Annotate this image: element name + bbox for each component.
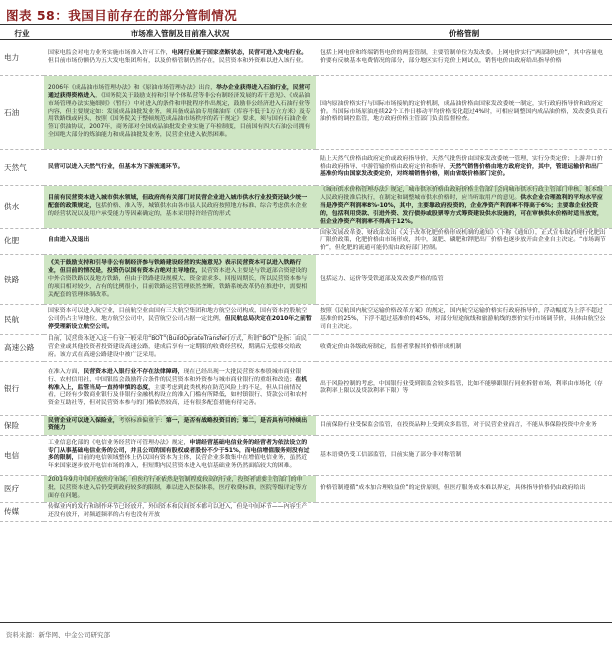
market-access-cell: [44, 228, 316, 255]
header-market-access: 市场准入管制及目前准入状况: [44, 28, 316, 40]
figure-title: 图表 58：我国目前存在的部分管制情况: [6, 8, 238, 23]
text-segment: 2006年《成品油市场管理办法》和《原油市场管理办法》出台，: [48, 84, 217, 91]
market-access-cell: [44, 255, 316, 305]
text-segment: 《关于鼓励支持和引导非公有制经济参与铁路建设经营的实施意见》表示民营资本可以进入铁路行业，但目前的情况是，投资仍以国有资本占绝对主导地位，: [48, 259, 302, 274]
industry-cell: 传媒: [0, 502, 44, 521]
text-segment: 目前有民营资本进入城市供水领域，但政府尚有关部门对民营企业进入城市供水行业投资还缺少统一配套的政策规定，: [48, 194, 308, 209]
market-access-cell: [44, 186, 316, 229]
price-regulation-cell: [316, 305, 612, 335]
text-segment: 举办企业获得进入石油行业，民营可通过获得资格进入: [48, 84, 311, 99]
market-access-cell: [44, 335, 316, 362]
text-segment: 价格管制遵循“成本加合理收益价”的定价原则，但医疗服务成本难以界定，具体指导价格仍由政府给出: [320, 484, 586, 491]
table-row: [0, 255, 612, 305]
text-segment: 按照《民航国内航空运输价格改革方案》的规定，国内航空运输价格实行政府指导价，浮动幅度为上浮不超过基准价的25%，下浮不超过基准价的45%，对部分短途航线和旅游航线的票价实行市场调节价，具体由航空公司自主决定。: [320, 307, 606, 330]
text-segment: 民营资本进入主要是与铁道部合资建设的中外合资铁路以及地方铁路，但由于铁路建设规模大、资金需求多、回报周期长，所以民营资本参与的项目相对较少，占有的比例很小，目前铁路运营管理依然垄断，铁路系统改革仍在推进中，需要相关配套的管理体制改革。: [48, 267, 308, 298]
text-segment: 民营企业可以进入保险业，: [48, 417, 119, 424]
text-segment: 包括运力、运价等受铁道部及发改委严格的监管: [320, 275, 444, 282]
text-segment: 天然气销售价格由地方政府定价，其中，管道运输价和出厂基准价均由国家发改委定价，对终端销售价格，则由省级价格部门定价。: [320, 163, 603, 178]
industry-cell: 保险: [0, 415, 44, 435]
text-segment: 工业信息化部的《电信业务经营许可管理办法》规定，: [48, 439, 190, 446]
text-segment: 申请经营基础电信业务的经营者为依法设立的专门从事基础电信业务的公司，并且公司的国有股权或者股份不少于51%，而电信增值服务则没有过多的限制，: [48, 439, 310, 462]
source-note: 资料来源：新华网、中金公司研究部: [6, 631, 110, 639]
text-segment: 民营可以进入天然气行业，但基本为下游流通环节。: [48, 163, 184, 170]
table-row: [0, 335, 612, 362]
text-segment: 包括上网电价和终端销售电价的两套管制，主要管制单位为发改委。上网电价实行“两部制电价”，其中容量电价要有反映基本电费情况的部分，部分地区实行竞价上网试点，销售电价由政府给出指导价格: [320, 49, 603, 64]
text-segment: 第一，是否有战略投资目的；第二，是否具有可持续出资能力: [48, 417, 308, 432]
industry-cell: 供水: [0, 186, 44, 229]
market-access-cell: [44, 435, 316, 475]
text-segment: 电网行业属于国家垄断状态，民营可进入发电行业。: [171, 49, 308, 56]
header-price-regulation: 价格管制: [316, 28, 612, 40]
table-body: [0, 40, 612, 522]
text-segment: 陆上天然气价格由政府定价或政府指导价，天然气批售价由国家发改委统一管理，实行分类定价；上游井口价格由政府指导、中游管输价格由政府定价和指导，: [320, 155, 603, 170]
table-row: [0, 415, 612, 435]
top-rule: [0, 24, 612, 25]
table-row: [0, 150, 612, 186]
industry-cell: 电力: [0, 40, 44, 76]
market-access-cell: [44, 361, 316, 415]
market-access-cell: [44, 475, 316, 502]
market-access-cell: [44, 40, 316, 76]
price-regulation-cell: [316, 186, 612, 229]
table-row: [0, 76, 612, 150]
industry-cell: 高速公路: [0, 335, 44, 362]
text-segment: 国家发展改革委、财政部发出《关于改革化肥价格形成机制的通知》（下称《通知》），正式宣布取消现行化肥出厂限价政策，化肥价格由市场形成，其中，氮肥、磷肥和钾肥出厂价格也逐步放开由企业自主决定。“市场调节价”，但化肥的流通可能仍需由政府部门控制。: [320, 229, 606, 252]
text-segment: 在准入方面，: [48, 368, 84, 375]
text-segment: 目前的电信领域整体上仍以国有资本为主体，民营企业多数集中在增值电信业务，虽然近年来国家逐步放开电信市场的准入，但短期内民营资本进入电信基础业务仍然面临较大的困难。: [48, 455, 308, 470]
text-segment: 目前，民营资本进入这一行业一般采用“BOT”(BuildOprateTransfer)方式，所谓“BOT”是指：由民营企业或其他投资者投资建设高速公路，建成后享有一定期限的收费经营权，期满后无偿移交给政府。该方式在高速公路建设中被广泛采用。: [48, 336, 307, 359]
text-segment: 在机构准入上，监管当局一直持审慎的态度，: [48, 376, 308, 391]
text-segment: 民营资本进入银行业不存在法律障碍，: [83, 368, 184, 375]
bottom-rule: [0, 622, 612, 623]
text-segment: 民营资本进入后仍受到政府较多的限制，难以进入医保体系，医疗收费标准，: [59, 484, 261, 491]
text-segment: 但目前市场份额仍为五大发电集团所有，以及价格管制仍然存在，民营资本和外资难以进入该行业。: [48, 57, 308, 64]
price-regulation-cell: [316, 415, 612, 435]
market-access-cell: [44, 150, 316, 186]
industry-cell: 电信: [0, 435, 44, 475]
price-regulation-cell: [316, 502, 612, 521]
text-segment: 现在已经出现一大批民营资本参股城市商业银行、农村信用社，中国银监会鼓励符合条件的民营资本和外资参与城市商业银行的重组和改造；: [48, 368, 302, 383]
table-row: [0, 435, 612, 475]
regulation-table: [0, 28, 612, 522]
table-row: [0, 361, 612, 415]
price-regulation-cell: [316, 76, 612, 150]
price-regulation-cell: [316, 475, 612, 502]
market-access-cell: [44, 502, 316, 521]
market-access-cell: [44, 305, 316, 335]
text-segment: 收费定价由各级政府制定，监督者掌握其价格形成机制: [320, 344, 462, 351]
industry-cell: 银行: [0, 361, 44, 415]
text-segment: 考察标准偏重于：: [118, 417, 166, 424]
price-regulation-cell: [316, 361, 612, 415]
price-regulation-cell: [316, 435, 612, 475]
table-row: [0, 502, 612, 521]
text-segment: 供水企业合理盈利的平均水平应当是净资产利润率8%-10%，其中，主要靠政府投资的，企业净资产利润率不得高于6%；主要靠企业投资的，包括利用贷款、引进外资、发行债券或股票等方式筹资建设供水设施的，可在审核供水价格时适当放宽，但企业净资产利润率不得高于12%。: [320, 194, 603, 225]
text-segment: 国内原油价格实行与国际市场接轨的定价机制，成品油价格由国家发改委统一制定，实行政府指导价和政府定价。当国际市场原油连续22个工作日移动平均价格变化超过4%时，可相应调整国内成品油价格，发改委负责石油价格的调控监管，地方政府价格主管部门负责监督检查。: [320, 100, 608, 123]
text-segment: 传媒业内的发行和制作环节已经放开，外国资本和民间资本都可以进入，但是中间环节——内容生产还没有放开，对频道频率的占有也没有开放: [48, 503, 308, 518]
industry-cell: 石油: [0, 76, 44, 150]
market-access-cell: [44, 76, 316, 150]
text-segment: 但民航总局决定在2010年之前暂停受理新设立航空公司。: [48, 315, 312, 330]
table-row: [0, 40, 612, 76]
industry-cell: 民航: [0, 305, 44, 335]
industry-cell: 铁路: [0, 255, 44, 305]
price-regulation-cell: [316, 335, 612, 362]
table-row: [0, 305, 612, 335]
market-access-cell: [44, 415, 316, 435]
industry-cell: 医疗: [0, 475, 44, 502]
price-regulation-cell: [316, 255, 612, 305]
text-segment: 目前保险行业受保监会监管，在投资品种上受到众多监管，对于民营企业而言，不能从事保险投资中介业务: [320, 421, 597, 428]
text-segment: 自由进入及退出: [48, 237, 90, 244]
text-segment: 《城市供水价格管理办法》规定，城市供水价格由政府价格主管部门会同城市供水行政主管部门审核，报本级人民政府批准后执行，在制定和调整城市供水价格时，应当听取用户的意见。: [320, 187, 603, 201]
text-segment: 出于风险控制的考虑，中国银行业受到银监会较多监管，比如不能够跟银行同业拆借市场，利率由市场化（存款利率上限以及贷款利率下限）等: [320, 380, 603, 395]
industry-cell: 天然气: [0, 150, 44, 186]
industry-cell: 化肥: [0, 228, 44, 255]
text-segment: 主要考虑到此类机构在防范风险上的不足，但从目前情况看，已经有少数商业银行及非银行金融机构设立的准入门槛有所降低，如村镇银行、贷款公司和农村资金互助社等，但对民营资本参与的门槛依然较高，还有很多配套措施有待完善。: [48, 384, 308, 407]
header-industry: 行业: [0, 28, 44, 40]
text-segment: 国家电监会对电力业务实施市场准入许可工作，: [48, 49, 172, 56]
text-segment: 2001年9月中国开放医疗市场，但医疗行业依然是管制程度较高的行业，投资者需要主管部门的审批，: [48, 476, 303, 491]
text-segment: 国家资本可以进入航空业，目前航空业由国有三大航空集团和地方航空公司构成，国有资本控股航空公司仍占主导地位，地方航空公司中，民营航空公司占据一定比例，: [48, 307, 308, 322]
table-row: [0, 228, 612, 255]
price-regulation-cell: [316, 228, 612, 255]
text-segment: ，《国务院关于鼓励支持和引导个体私营等非公有制经济发展的若干意见》、《成品油市场管理办法实施细则》（暂行）中对进入的条件和审批程序作出规定，鼓励非公经济进入石油行业等内容，但主要规定如：发展成品油批发业务，须具备成品油专用储油库（库容不低于1万立方米）及专用铁路线或码头，按照《国务院关于整顿规范成品油市场秩序的若干规定》要求，须与国有石油企业签订供油协议，2007年，商务部对全国成品油批发企业实施了年检制度，目前国有四大石油公司拥有全国绝大部分的炼油能力和成品油批发业务，民营企业进入依然困难。: [48, 92, 311, 139]
text-segment: 医院等级评定等方面存在问题。: [48, 484, 308, 499]
table-row: [0, 186, 612, 229]
text-segment: 包括价格、准入等，城镇供水由各市县人民政府按照地方标准、综合考虑供水企业的经营状况以及用户承受能力等因素确定的，基本采用特许经营的形式: [48, 202, 308, 217]
price-regulation-cell: [316, 40, 612, 76]
table-header-row: [0, 28, 612, 40]
price-regulation-cell: [316, 150, 612, 186]
table-row: [0, 475, 612, 502]
text-segment: 基本语费仍受工信部监管，目前实施了部分非对称管制: [320, 451, 462, 458]
